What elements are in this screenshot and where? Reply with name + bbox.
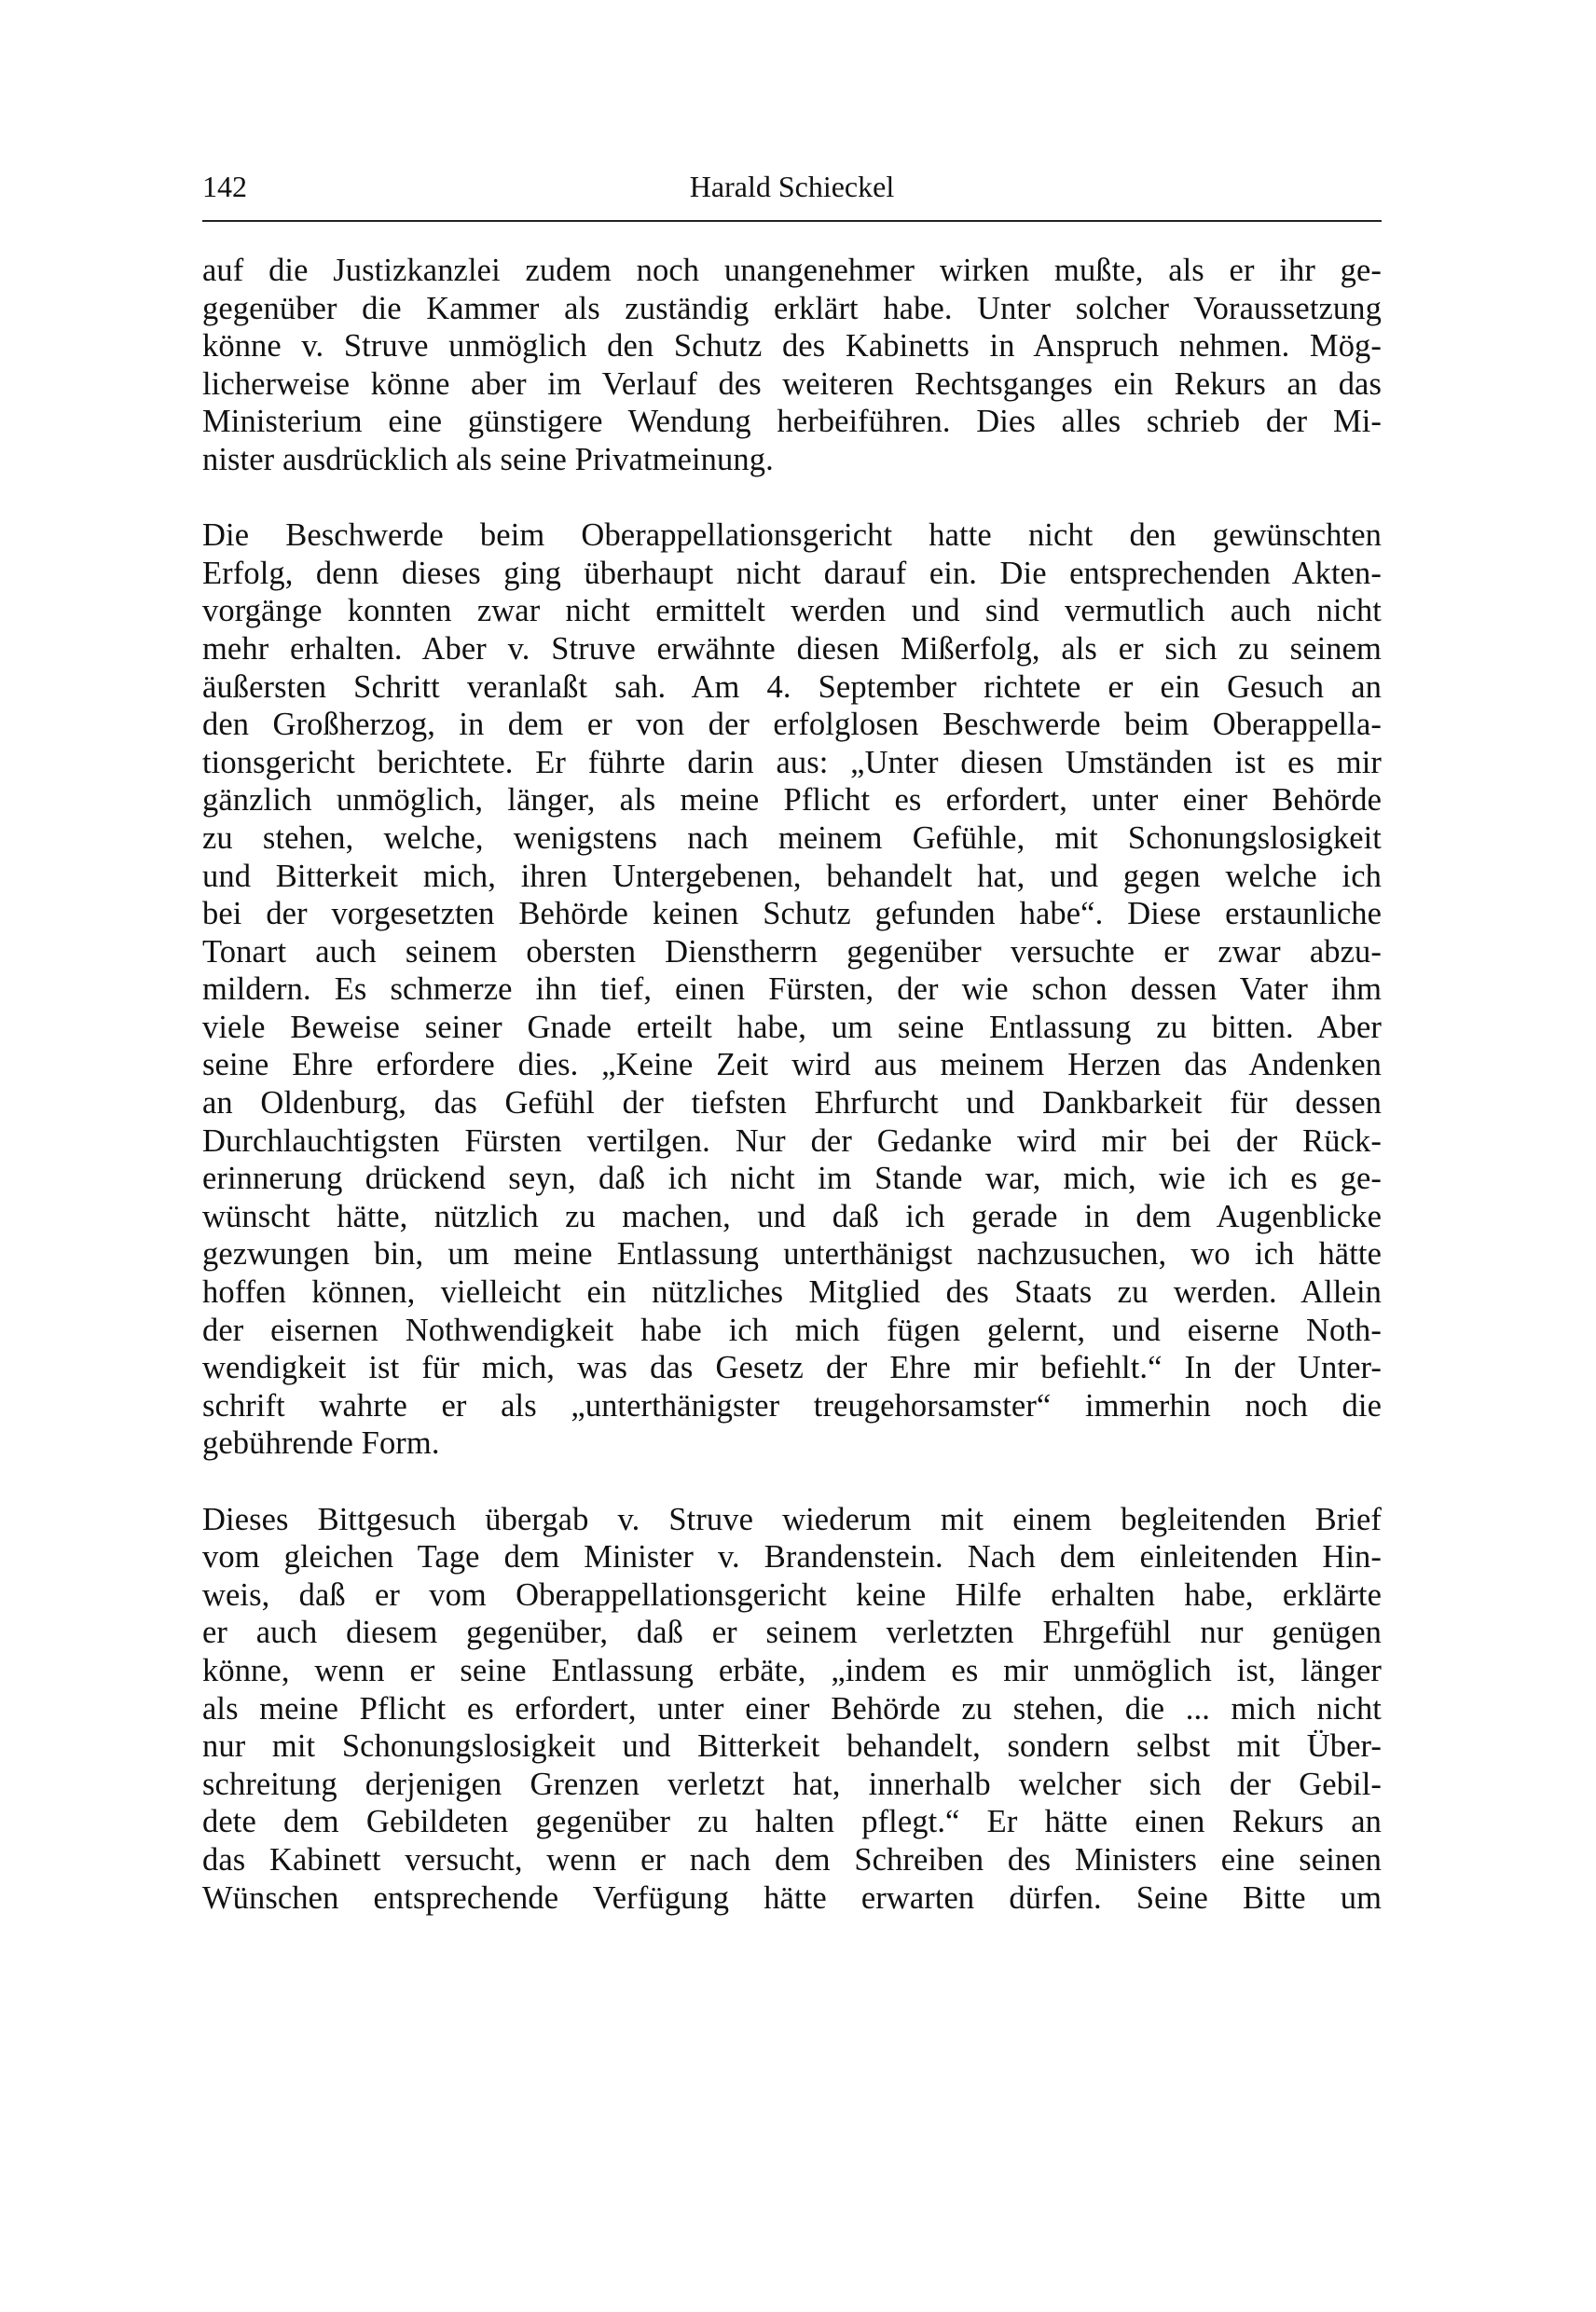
text-line: mehr erhalten. Aber v. Struve erwähnte diesen Mißerfolg, als er sich zu seinem <box>202 630 1382 667</box>
text-line: tionsgericht berichtete. Er führte darin aus: „Unter diesen Umständen ist es mir <box>202 744 1382 780</box>
text-line: viele Beweise seiner Gnade erteilt habe, um seine Entlassung zu bitten. Aber <box>202 1009 1382 1045</box>
text-line: das Kabinett versucht, wenn er nach dem Schreiben des Ministers eine seinen <box>202 1841 1382 1878</box>
header-rule <box>202 220 1382 222</box>
text-line: wendigkeit ist für mich, was das Gesetz der Ehre mir befiehlt.“ In der Unter- <box>202 1350 1382 1386</box>
text-line: äußersten Schritt veranlaßt sah. Am 4. September richtete er ein Gesuch an <box>202 668 1382 705</box>
text-line: Wünschen entsprechende Verfügung hätte erwarten dürfen. Seine Bitte um <box>202 1879 1382 1916</box>
text-line: gebührende Form. <box>202 1425 440 1462</box>
text-line: mildern. Es schmerze ihn tief, einen Fürsten, der wie schon dessen Vater ihm <box>202 971 1382 1008</box>
text-line: den Großherzog, in dem er von der erfolglosen Beschwerde beim Oberappella- <box>202 707 1382 743</box>
text-line: Erfolg, denn dieses ging überhaupt nicht darauf ein. Die entsprechenden Akten- <box>202 555 1382 591</box>
text-line: als meine Pflicht es erfordert, unter einer Behörde zu stehen, die ... mich nicht <box>202 1690 1382 1727</box>
paragraph-break <box>202 479 1382 517</box>
text-line: er auch diesem gegenüber, daß er seinem verletzten Ehrgefühl nur genügen <box>202 1615 1382 1651</box>
text-line: könne v. Struve unmöglich den Schutz des Kabinetts in Anspruch nehmen. Mög- <box>202 328 1382 365</box>
page-number: 142 <box>202 170 247 203</box>
text-line: erinnerung drückend seyn, daß ich nicht im Stande war, mich, wie ich es ge- <box>202 1161 1382 1197</box>
text-line: gänzlich unmöglich, länger, als meine Pflicht es erfordert, unter einer Behörde <box>202 782 1382 819</box>
page-header <box>202 168 1382 220</box>
text-line: schrift wahrte er als „unterthänigster treugehorsamster“ immerhin noch die <box>202 1387 1382 1424</box>
text-line: Ministerium eine günstigere Wendung herbeiführen. Dies alles schrieb der Mi- <box>202 404 1382 440</box>
text-line: vorgänge konnten zwar nicht ermittelt werden und sind vermutlich auch nicht <box>202 593 1382 629</box>
text-line: bei der vorgesetzten Behörde keinen Schutz gefunden habe“. Diese erstaunliche <box>202 896 1382 932</box>
text-line: zu stehen, welche, wenigstens nach meinem Gefühle, mit Schonungslosigkeit <box>202 819 1382 856</box>
text-line: gegenüber die Kammer als zuständig erklärt habe. Unter solcher Voraussetzung <box>202 290 1382 326</box>
text-line: an Oldenburg, das Gefühl der tiefsten Ehrfurcht und Dankbarkeit für dessen <box>202 1085 1382 1122</box>
text-line: könne, wenn er seine Entlassung erbäte, „indem es mir unmöglich ist, länger <box>202 1652 1382 1688</box>
text-line: wünscht hätte, nützlich zu machen, und daß ich gerade in dem Augenblicke <box>202 1198 1382 1234</box>
text-line: Tonart auch seinem obersten Dienstherrn gegenüber versuchte er zwar abzu- <box>202 933 1382 970</box>
text-line: hoffen können, vielleicht ein nützliches Mitglied des Staats zu werden. Allein <box>202 1274 1382 1311</box>
text-line: der eisernen Nothwendigkeit habe ich mich fügen gelernt, und eiserne Noth- <box>202 1312 1382 1348</box>
text-line: nister ausdrücklich als seine Privatmeinung. <box>202 441 774 477</box>
paragraph-break <box>202 1463 1382 1501</box>
text-line: licherweise könne aber im Verlauf des weiteren Rechtsganges ein Rekurs an das <box>202 365 1382 402</box>
text-line: auf die Justizkanzlei zudem noch unangenehmer wirken mußte, als er ihr ge- <box>202 253 1382 288</box>
text-line: seine Ehre erfordere dies. „Keine Zeit wird aus meinem Herzen das Andenken <box>202 1047 1382 1083</box>
body-text <box>202 252 1382 1917</box>
text-line: schreitung derjenigen Grenzen verletzt hat, innerhalb welcher sich der Gebil- <box>202 1766 1382 1802</box>
text-line: weis, daß er vom Oberappellationsgericht keine Hilfe erhalten habe, erklärte <box>202 1576 1382 1613</box>
text-line: und Bitterkeit mich, ihren Untergebenen, behandelt hat, und gegen welche ich <box>202 858 1382 894</box>
text-line: nur mit Schonungslosigkeit und Bitterkeit behandelt, sondern selbst mit Über- <box>202 1728 1382 1765</box>
text-line: gezwungen bin, um meine Entlassung unterthänigst nachzusuchen, wo ich hätte <box>202 1236 1382 1273</box>
text-line: Durchlauchtigsten Fürsten vertilgen. Nur der Gedanke wird mir bei der Rück- <box>202 1122 1382 1159</box>
text-line: dete dem Gebildeten gegenüber zu halten pflegt.“ Er hätte einen Rekurs an <box>202 1804 1382 1840</box>
running-head: Harald Schieckel <box>689 170 895 203</box>
text-line: Dieses Bittgesuch übergab v. Struve wiederum mit einem begleitenden Brief <box>202 1501 1382 1537</box>
text-line: Die Beschwerde beim Oberappellationsgericht hatte nicht den gewünschten <box>202 517 1382 554</box>
text-line: vom gleichen Tage dem Minister v. Brandenstein. Nach dem einleitenden Hin- <box>202 1539 1382 1576</box>
